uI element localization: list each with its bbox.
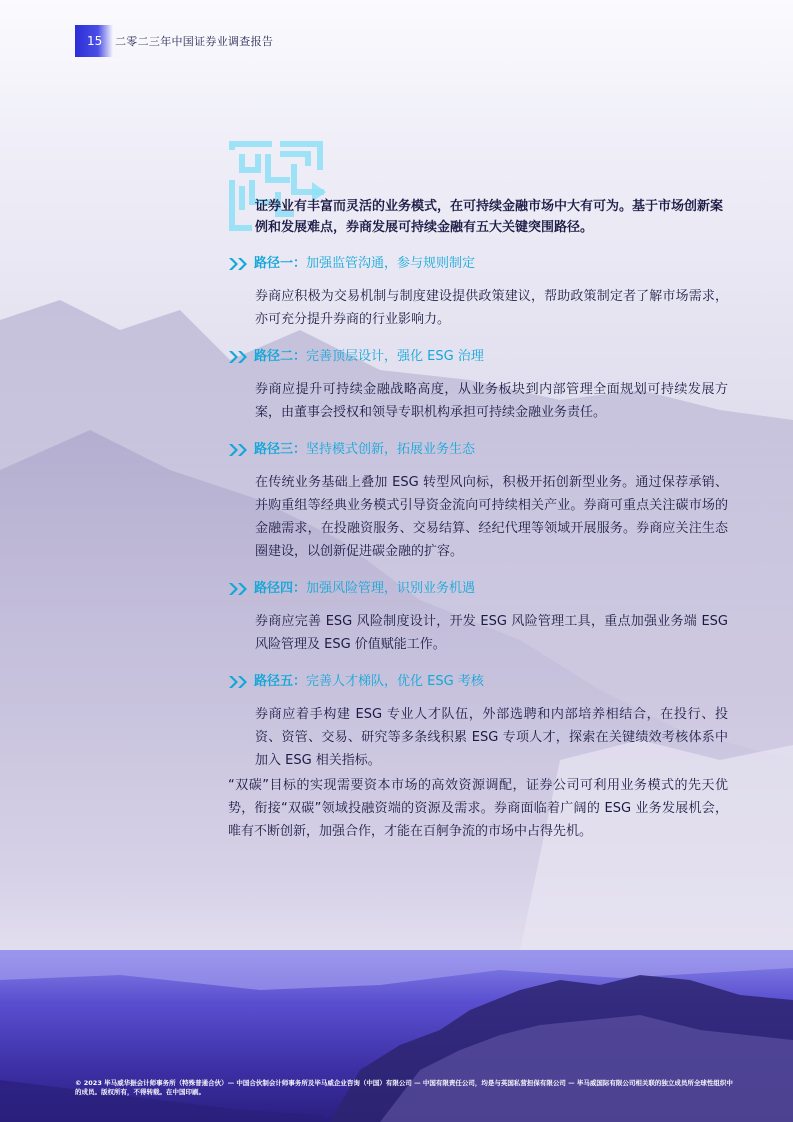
path-body: 券商应完善 ESG 风险制度设计，开发 ESG 风险管理工具，重点加强业务端 ESG 风险管理及 ESG 价值赋能工作。: [255, 614, 728, 652]
path-section-2: [228, 347, 728, 424]
double-chevron-icon: [228, 350, 250, 364]
path-heading: [228, 672, 728, 692]
path-heading: [228, 579, 728, 599]
path-title: 完善顶层设计，强化 ESG 治理: [306, 349, 484, 364]
double-chevron-icon: [228, 443, 250, 457]
path-body: 券商应提升可持续金融战略高度，从业务板块到内部管理全面规划可持续发展方案，由董事会授权和领导专职机构承担可持续金融业务责任。: [255, 382, 728, 420]
path-title: 加强风险管理，识别业务机遇: [306, 581, 476, 596]
path-body: 在传统业务基础上叠加 ESG 转型风向标，积极开拓创新型业务。通过保荐承销、并购重组等经典业务模式引导资金流向可持续相关产业。券商可重点关注碳市场的金融需求，在投融资服务、交易结算、经纪代理等领域开展服务。券商应关注生态圈建设，以创新促进碳金融的扩容。: [255, 475, 728, 559]
copyright-footer: © 2023 毕马威华振会计师事务所（特殊普通合伙）— 中国合伙制会计师事务所及毕马威企业咨询（中国）有限公司 — 中国有限责任公司，均是与英国私营担保有限公司 — 毕马威国际有限公司相关联的独立成员所全球性组织中的成员。版权所有，不得转载。在中国印刷。: [75, 1079, 733, 1096]
path-section-3: [228, 440, 728, 563]
path-heading: [228, 254, 728, 274]
path-label: 路径一：: [254, 256, 307, 271]
path-section-1: [228, 254, 728, 331]
path-label: 路径五：: [254, 674, 307, 689]
path-heading: [228, 440, 728, 460]
main-content: [228, 196, 728, 856]
path-title: 坚持模式创新，拓展业务生态: [306, 442, 476, 457]
page-number: 15: [75, 25, 113, 57]
path-title: 加强监管沟通，参与规则制定: [306, 256, 476, 271]
path-title: 完善人才梯队，优化 ESG 考核: [306, 674, 484, 689]
path-body: 券商应积极为交易机制与制度建设提供政策建议，帮助政策制定者了解市场需求，亦可充分提升券商的行业影响力。: [255, 289, 728, 327]
path-label: 路径三：: [254, 442, 307, 457]
path-label: 路径四：: [254, 581, 307, 596]
path-section-5: [228, 672, 728, 772]
double-chevron-icon: [228, 257, 250, 271]
path-heading: [228, 347, 728, 367]
path-body: 券商应着手构建 ESG 专业人才队伍，外部选聘和内部培养相结合，在投行、投资、资管、交易、研究等多条线积累 ESG 专项人才，探索在关键绩效考核体系中加入 ESG 相关指标。: [255, 707, 728, 768]
report-title: 二零二三年中国证券业调查报告: [115, 35, 274, 48]
intro-paragraph: 证券业有丰富而灵活的业务模式，在可持续金融市场中大有可为。基于市场创新案例和发展难点，券商发展可持续金融有五大关键突围路径。: [255, 199, 724, 235]
page-header: [75, 25, 273, 57]
double-chevron-icon: [228, 675, 250, 689]
closing-paragraph: “双碳”目标的实现需要资本市场的高效资源调配，证券公司可利用业务模式的先天优势，衔接“双碳”领域投融资端的资源及需求。券商面临着广阔的 ESG 业务发展机会，唯有不断创新，加强合作，才能在百舸争流的市场中占得先机。: [228, 778, 728, 839]
double-chevron-icon: [228, 582, 250, 596]
path-label: 路径二：: [254, 349, 307, 364]
path-section-4: [228, 579, 728, 656]
